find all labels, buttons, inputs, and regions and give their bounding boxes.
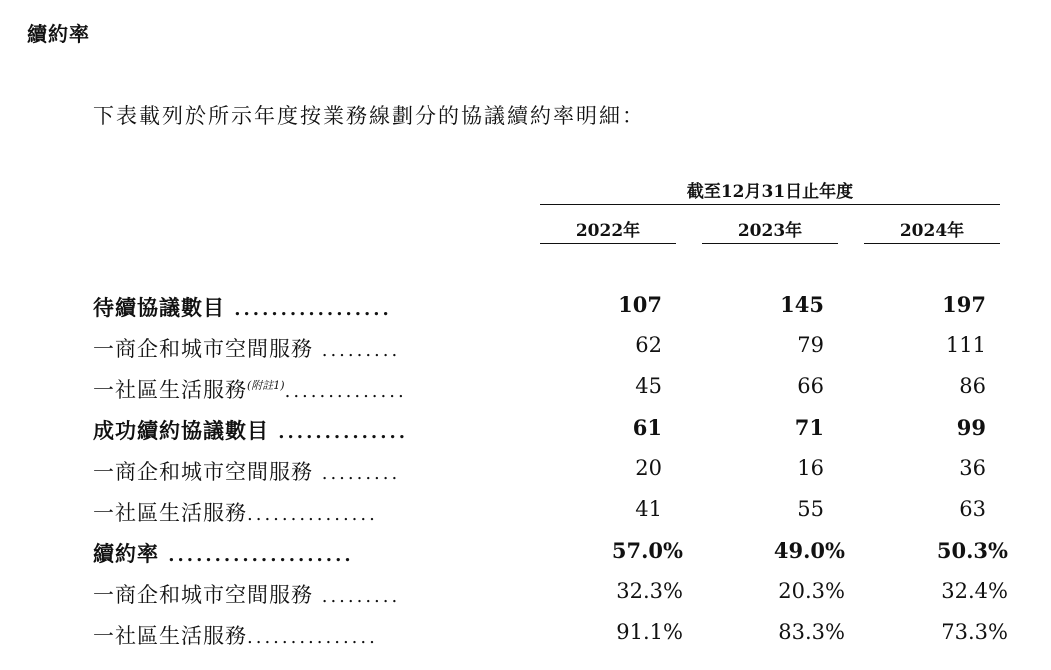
table-row: [0, 538, 1051, 574]
table-row: [0, 374, 1051, 410]
row-value-2024: 73.3%: [941, 620, 1008, 644]
table-row: [0, 456, 1051, 492]
period-header-rule: [540, 204, 1000, 205]
table-row: [0, 415, 1051, 451]
row-value-2023: 16: [797, 456, 824, 480]
row-value-2023: 20.3%: [778, 579, 845, 603]
row-value-2023: 66: [797, 374, 824, 398]
row-label: 一社區生活服務...............: [93, 624, 378, 648]
row-value-2022: 61: [632, 415, 662, 440]
year-header-2023: 2023年: [737, 221, 803, 241]
row-value-2024: 50.3%: [936, 538, 1008, 563]
row-value-2022: 91.1%: [616, 620, 683, 644]
table-row: [0, 497, 1051, 533]
period-header: 截至12月31日止年度: [686, 182, 854, 202]
row-value-2024: 99: [956, 415, 986, 440]
row-label: 續約率 ....................: [93, 541, 354, 566]
table-row: [0, 333, 1051, 369]
row-value-2023: 71: [794, 415, 824, 440]
row-label: 一商企和城市空間服務 .........: [93, 583, 401, 607]
row-value-2022: 62: [635, 333, 662, 357]
row-label: 成功續約協議數目 ..............: [93, 418, 408, 443]
row-label: 待續協議數目 .................: [93, 295, 392, 320]
row-value-2022: 41: [635, 497, 662, 521]
row-value-2024: 86: [959, 374, 986, 398]
row-value-2024: 36: [959, 456, 986, 480]
row-value-2024: 111: [945, 333, 986, 357]
row-label: 一社區生活服務$^{(附註1)}$..............: [93, 378, 407, 402]
row-value-2023: 79: [797, 333, 824, 357]
row-value-2024: 32.4%: [941, 579, 1008, 603]
row-value-2023: 145: [780, 292, 824, 317]
row-value-2022: 57.0%: [611, 538, 683, 563]
year-rule-2022: [540, 243, 676, 244]
row-value-2022: 20: [635, 456, 662, 480]
row-value-2024: 63: [959, 497, 986, 521]
row-value-2023: 55: [797, 497, 824, 521]
table-row: [0, 620, 1051, 656]
row-value-2022: 107: [618, 292, 662, 317]
row-value-2024: 197: [942, 292, 986, 317]
year-header-2024: 2024年: [899, 221, 965, 241]
table-row: [0, 292, 1051, 328]
section-title: 續約率: [27, 22, 90, 46]
row-value-2023: 83.3%: [778, 620, 845, 644]
table-row: [0, 579, 1051, 615]
row-value-2023: 49.0%: [773, 538, 845, 563]
footnote-ref: (附註1): [247, 379, 285, 392]
year-rule-2024: [864, 243, 1000, 244]
row-label: 一商企和城市空間服務 .........: [93, 337, 401, 361]
year-header-2022: 2022年: [575, 221, 641, 241]
intro-paragraph: 下表載列於所示年度按業務線劃分的協議續約率明細：: [93, 104, 645, 128]
row-value-2022: 32.3%: [616, 579, 683, 603]
year-rule-2023: [702, 243, 838, 244]
row-label: 一商企和城市空間服務 .........: [93, 460, 401, 484]
row-label: 一社區生活服務...............: [93, 501, 378, 525]
row-value-2022: 45: [635, 374, 662, 398]
